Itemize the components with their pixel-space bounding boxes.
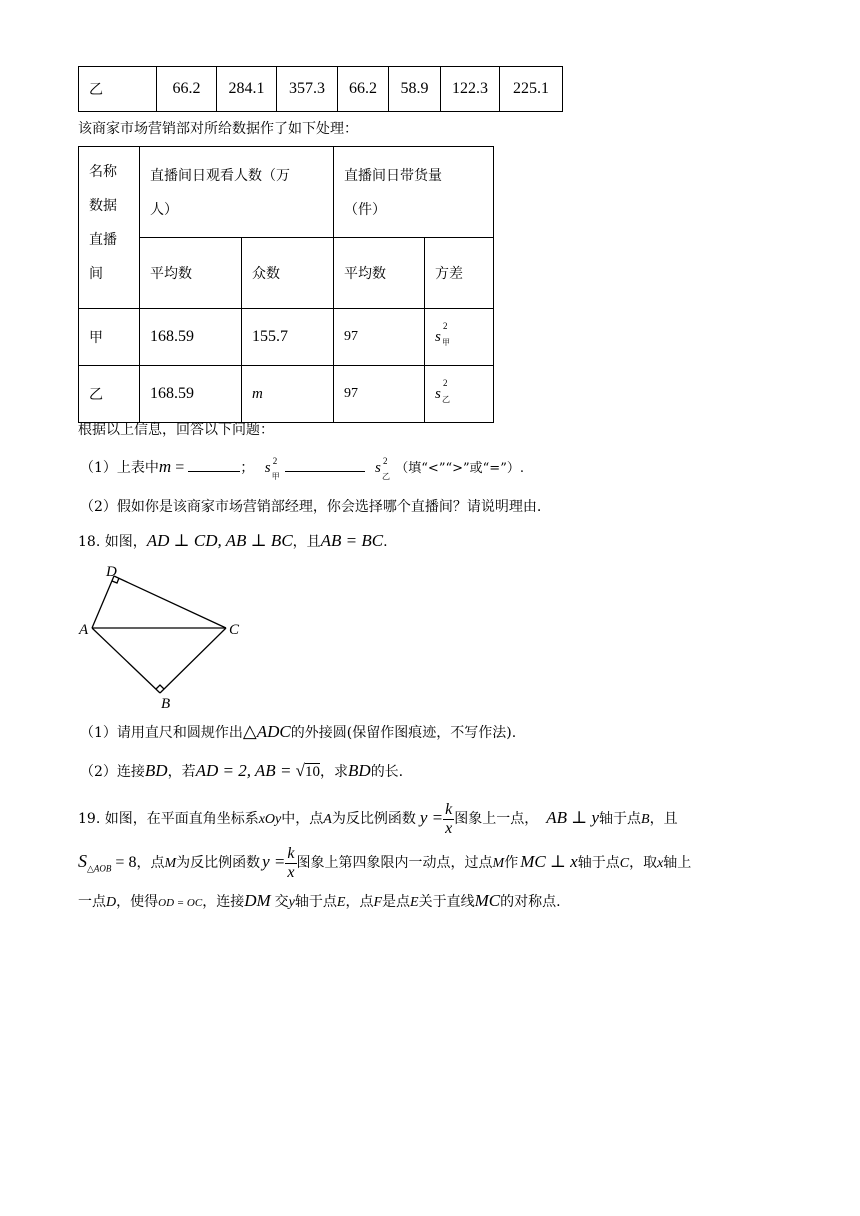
text: 轴上: [663, 855, 692, 871]
table-row: [79, 147, 494, 238]
row-name: 乙: [79, 366, 140, 423]
area-symbol: [78, 851, 112, 874]
text: 交: [274, 894, 289, 910]
table-row: [79, 67, 563, 112]
sqrt-radicand: 10: [305, 764, 321, 780]
fraction: [285, 845, 296, 882]
q1-suffix: （填“<”“>”或“=”）.: [395, 461, 524, 476]
text: 轴于点: [577, 855, 620, 871]
variance-letter: s: [435, 385, 441, 402]
p18-end: .: [383, 534, 388, 550]
table-cell: 284.1: [217, 67, 277, 112]
cell-mode-viewers: 155.7: [242, 309, 334, 366]
cell-variance: [425, 366, 494, 423]
table-row: [79, 309, 494, 366]
math: DM: [244, 891, 271, 910]
math: AB ⊥ y: [546, 808, 600, 827]
text: 轴于点: [599, 811, 642, 827]
p18-q2-bd2: BD: [348, 761, 371, 780]
answer-blank: [188, 471, 240, 472]
header-line: 直播间日带货量: [344, 168, 442, 184]
math: x: [657, 856, 664, 871]
summary-table: [78, 146, 494, 423]
cell-mean-viewers: 168.59: [140, 309, 242, 366]
math: C: [619, 856, 630, 871]
text: ，点: [136, 855, 165, 871]
right-angle-mark-b: [156, 685, 164, 689]
data-table-partial: [78, 66, 563, 112]
triangle-symbol: △: [242, 721, 257, 742]
math: OD = OC: [158, 897, 203, 909]
p18-math2: AB = BC: [320, 531, 384, 550]
table-cell: 66.2: [157, 67, 217, 112]
text: 关于直线: [418, 894, 475, 910]
header-corner-line: 数据: [89, 198, 117, 214]
superscript: 2: [272, 456, 278, 466]
p18-q2-mid: ，若: [167, 764, 196, 780]
subscript: 乙: [381, 472, 390, 481]
text: 一点: [78, 894, 106, 910]
p18-question-1: [80, 723, 516, 742]
subscript: 乙: [442, 394, 450, 404]
table-row: [79, 366, 494, 423]
cell-variance: [425, 309, 494, 366]
segment-ad: [92, 576, 114, 628]
text: ，取: [629, 855, 658, 871]
math: y =: [262, 852, 286, 871]
text: 19. 如图，在平面直角坐标系: [78, 811, 259, 827]
header-corner-line: 间: [89, 266, 103, 282]
variance-letter: s: [435, 328, 441, 345]
table-cell: 357.3: [277, 67, 338, 112]
text: ，且: [649, 811, 678, 827]
cell-mean-viewers: 168.59: [140, 366, 242, 423]
problem-19-line-1: [78, 799, 678, 839]
math: D: [106, 895, 117, 910]
point-label-d: D: [106, 564, 117, 580]
math: E: [410, 895, 419, 910]
p18-label: 18. 如图，: [78, 534, 147, 550]
segment-dc: [114, 576, 226, 628]
header-corner-line: 直播: [89, 232, 117, 248]
fraction-numerator: k: [287, 844, 295, 862]
math: M: [164, 856, 177, 871]
question-1: [80, 456, 524, 481]
subheader-variance: 方差: [425, 238, 494, 309]
text: ，使得: [116, 894, 159, 910]
geometry-figure-18: [76, 562, 256, 712]
text: ，连接: [202, 894, 245, 910]
subscript: 甲: [271, 472, 280, 481]
fraction-denominator: x: [287, 863, 295, 881]
text: 图象上一点，: [454, 811, 539, 827]
header-line: （件）: [344, 202, 386, 218]
fraction-numerator: k: [445, 800, 453, 818]
point-label-b: B: [161, 696, 171, 712]
math: MC: [474, 891, 501, 910]
subscript: 甲: [442, 337, 450, 347]
header-sales: [334, 147, 494, 238]
question-2: （2）假如你是该商家市场营销部经理，你会选择哪个直播间？请说明理由.: [80, 499, 542, 515]
text: 的对称点.: [500, 894, 561, 910]
variance-symbol: [435, 377, 450, 404]
text: 为反比例函数: [176, 855, 261, 871]
math: y =: [419, 808, 444, 827]
text: 轴于点: [294, 894, 337, 910]
p18-q1-math: ADC: [256, 722, 291, 741]
point-label-c: C: [229, 622, 240, 638]
q1-prefix: （1）上表中: [80, 460, 159, 476]
p18-q2-prefix: （2）连接: [80, 764, 145, 780]
p18-q2-suffix: 的长.: [370, 764, 404, 780]
answer-blank: [285, 471, 365, 472]
math: M: [492, 856, 505, 871]
table-cell: 225.1: [500, 67, 563, 112]
p18-q2-bd: BD: [144, 761, 168, 780]
sqrt-symbol: √: [295, 761, 306, 780]
superscript: 2: [443, 320, 448, 331]
header-line: 直播间日观看人数（万: [150, 168, 290, 184]
p18-q1-suffix: 的外接圆(保留作图痕迹，不写作法).: [290, 725, 517, 741]
math: MC ⊥ x: [520, 852, 578, 871]
p18-q1-prefix: （1）请用直尺和圆规作出: [80, 725, 243, 741]
table-cell: 122.3: [441, 67, 500, 112]
p18-question-2: [80, 762, 403, 781]
q1-eq: =: [171, 459, 189, 476]
header-corner-line: 名称: [89, 164, 117, 180]
fraction: [443, 801, 454, 838]
text: 中，点: [281, 811, 324, 827]
cell-mean-sales: 97: [334, 366, 425, 423]
header-viewers: [140, 147, 334, 238]
math: E: [336, 895, 346, 910]
p18-math: AD ⊥ CD, AB ⊥ BC: [146, 531, 293, 550]
text: 图象上第四象限内一动点，过点: [296, 855, 493, 871]
segment-bc: [160, 628, 226, 693]
problem-18-statement: [78, 532, 388, 551]
p18-q2-math: AD = 2, AB =: [195, 761, 296, 780]
q1-sep: ；: [240, 460, 255, 476]
p18-q2-mid2: ，求: [320, 764, 349, 780]
table-cell: 58.9: [389, 67, 441, 112]
table-row: [79, 238, 494, 309]
row-name: 甲: [79, 309, 140, 366]
problem-19-line-2: [78, 842, 691, 888]
text: 是点: [382, 894, 411, 910]
text: ，点: [345, 894, 374, 910]
text: 作: [504, 855, 519, 871]
cell-mode-viewers: m: [242, 366, 334, 423]
subheader-mean: 平均数: [334, 238, 425, 309]
table-cell: 乙: [79, 67, 157, 112]
math: = 8: [111, 854, 137, 871]
subheader-mode: 众数: [242, 238, 334, 309]
subscript: △AOB: [87, 863, 112, 874]
math: y: [288, 895, 295, 910]
intro-text: 该商家市场营销部对所给数据作了如下处理：: [78, 121, 358, 137]
math: A: [323, 812, 332, 827]
header-line: 人）: [150, 202, 178, 218]
header-corner: [79, 147, 140, 309]
point-label-a: A: [79, 622, 89, 638]
segment-ab: [92, 628, 160, 693]
variance-symbol: [435, 320, 450, 347]
variance-symbol: [264, 456, 280, 481]
text: 为反比例函数: [331, 811, 416, 827]
math: S: [78, 851, 87, 871]
math: F: [373, 895, 383, 910]
math: xOy: [258, 812, 282, 827]
variance-letter: s: [264, 460, 271, 476]
subheader-mean: 平均数: [140, 238, 242, 309]
variance-symbol: [374, 456, 390, 481]
q1-var: m: [158, 457, 172, 476]
cell-mean-sales: 97: [334, 309, 425, 366]
p18-mid: ，且: [292, 534, 321, 550]
fraction-denominator: x: [445, 819, 453, 837]
superscript: 2: [443, 377, 448, 388]
math: B: [641, 812, 650, 827]
problem-19-line-3: [78, 892, 561, 912]
table-cell: 66.2: [338, 67, 389, 112]
question-intro: 根据以上信息，回答以下问题：: [78, 422, 274, 438]
variance-letter: s: [374, 460, 381, 476]
superscript: 2: [382, 456, 388, 466]
